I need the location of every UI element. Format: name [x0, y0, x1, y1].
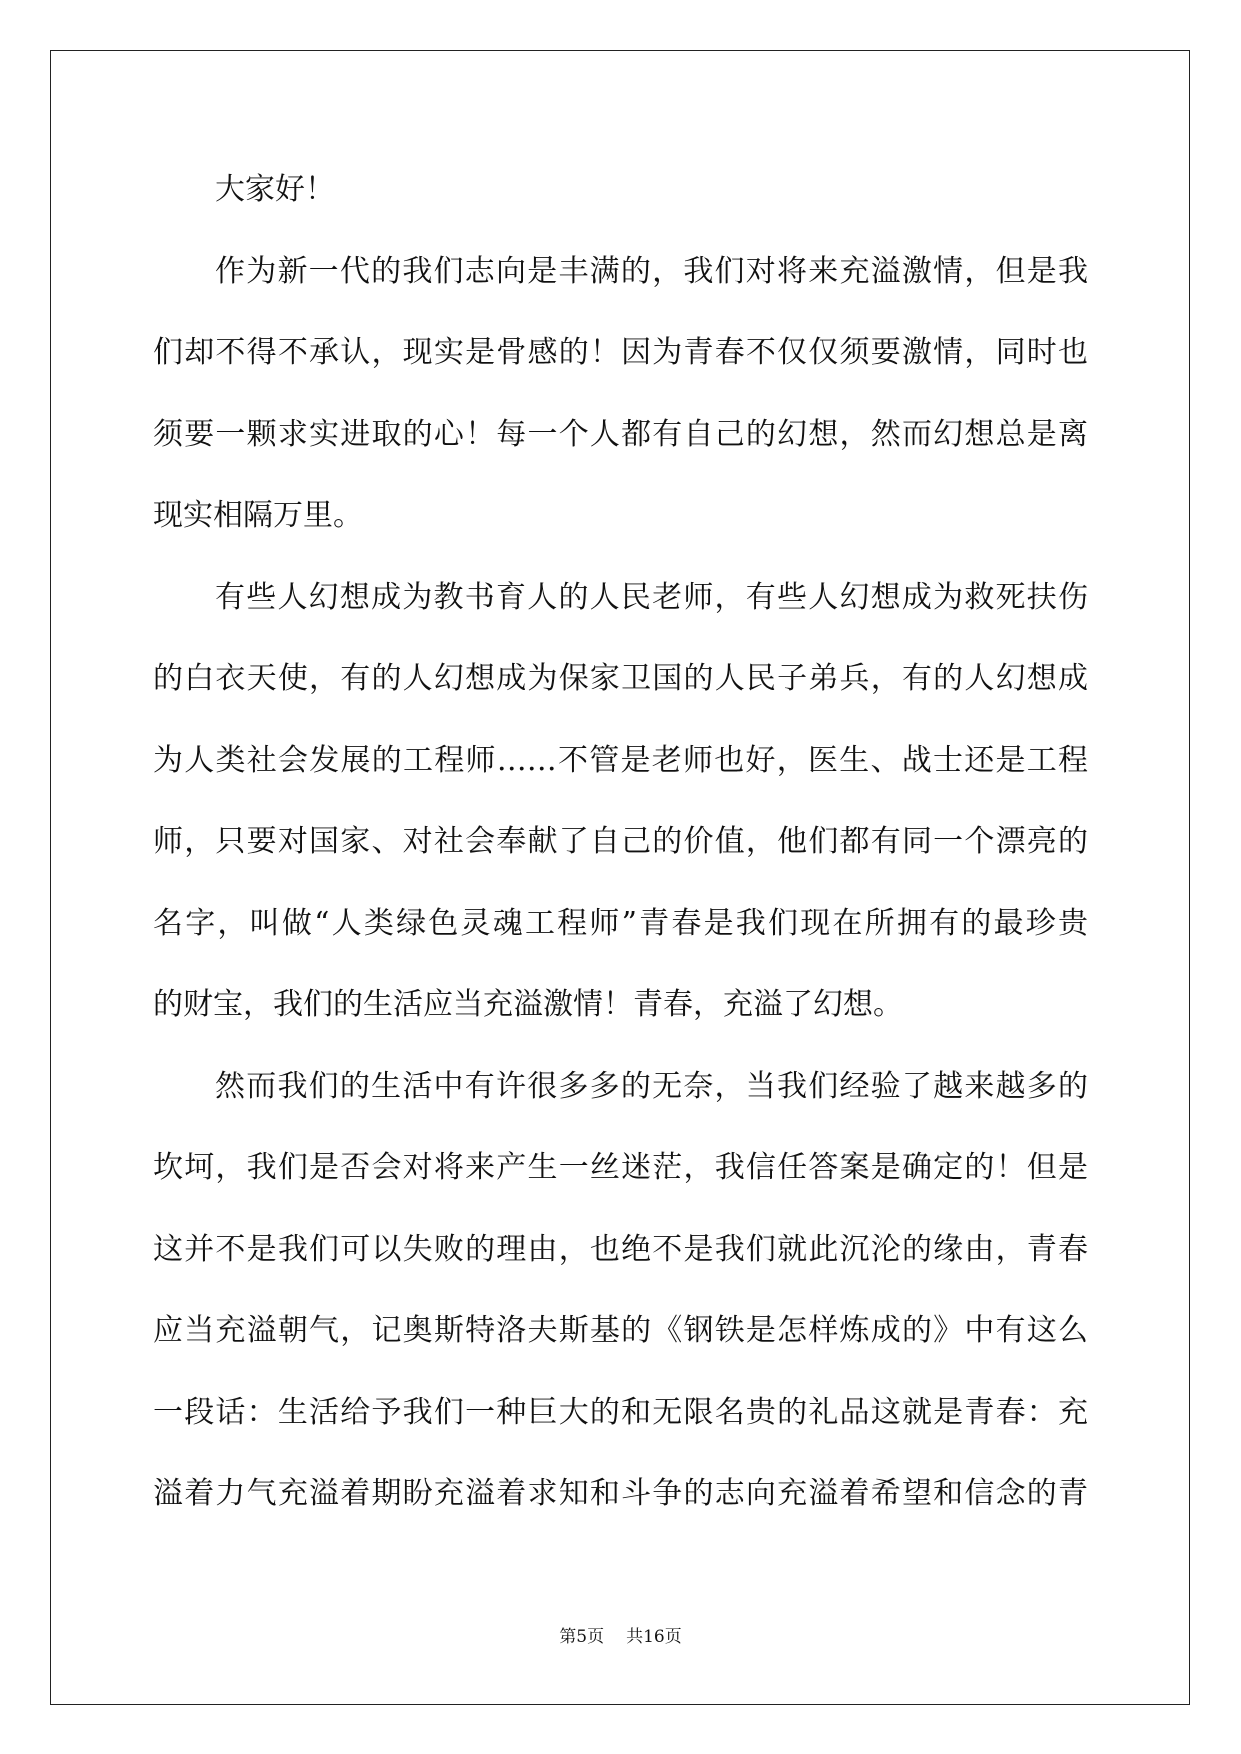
text-line: 坎坷，我们是否会对将来产生一丝迷茫，我信任答案是确定的！但是: [153, 1150, 1088, 1185]
text-line: 然而我们的生活中有许很多多的无奈，当我们经验了越来越多的: [215, 1068, 1088, 1104]
paragraph: [153, 149, 1088, 231]
text-line: 作为新一代的我们志向是丰满的，我们对将来充溢激情，但是我: [215, 253, 1088, 289]
text-line: 这并不是我们可以失败的理由，也绝不是我们就此沉沦的缘由，青春: [153, 1231, 1088, 1267]
text-line: 师，只要对国家、对社会奉献了自己的价值，他们都有同一个漂亮的: [153, 824, 1088, 859]
total-pages-label: 共16页: [626, 1627, 682, 1647]
text-line: 溢着力气充溢着期盼充溢着求知和斗争的志向充溢着希望和信念的青: [153, 1476, 1088, 1511]
body-text: [153, 149, 1088, 1535]
text-line: 一段话：生活给予我们一种巨大的和无限名贵的礼品这就是青春：充: [153, 1394, 1088, 1430]
text-line: 的白衣天使，有的人幻想成为保家卫国的人民子弟兵，有的人幻想成: [153, 661, 1088, 696]
text-line: 现实相隔万里。: [153, 498, 363, 533]
text-line: 名字，叫做“人类绿色灵魂工程师”青春是我们现在所拥有的最珍贵: [153, 905, 1088, 941]
paragraph: [153, 231, 1088, 557]
current-page-label: 第5页: [559, 1627, 605, 1647]
text-line: 们却不得不承认，现实是骨感的！因为青春不仅仅须要激情，同时也: [153, 335, 1088, 370]
text-line: 有些人幻想成为教书育人的人民老师，有些人幻想成为救死扶伤: [215, 579, 1088, 615]
text-line: 须要一颗求实进取的心！每一个人都有自己的幻想，然而幻想总是离: [153, 416, 1088, 452]
paragraph: [153, 557, 1088, 1046]
text-line: 为人类社会发展的工程师……不管是老师也好，医生、战士还是工程: [153, 742, 1088, 778]
text-line: 的财宝，我们的生活应当充溢激情！青春，充溢了幻想。: [153, 987, 903, 1022]
paragraph: [153, 1046, 1088, 1535]
text-line: 应当充溢朝气，记奥斯特洛夫斯基的《钢铁是怎样炼成的》中有这么: [153, 1313, 1088, 1348]
text-line: 大家好！: [215, 172, 335, 207]
page-footer: [0, 1622, 1241, 1647]
